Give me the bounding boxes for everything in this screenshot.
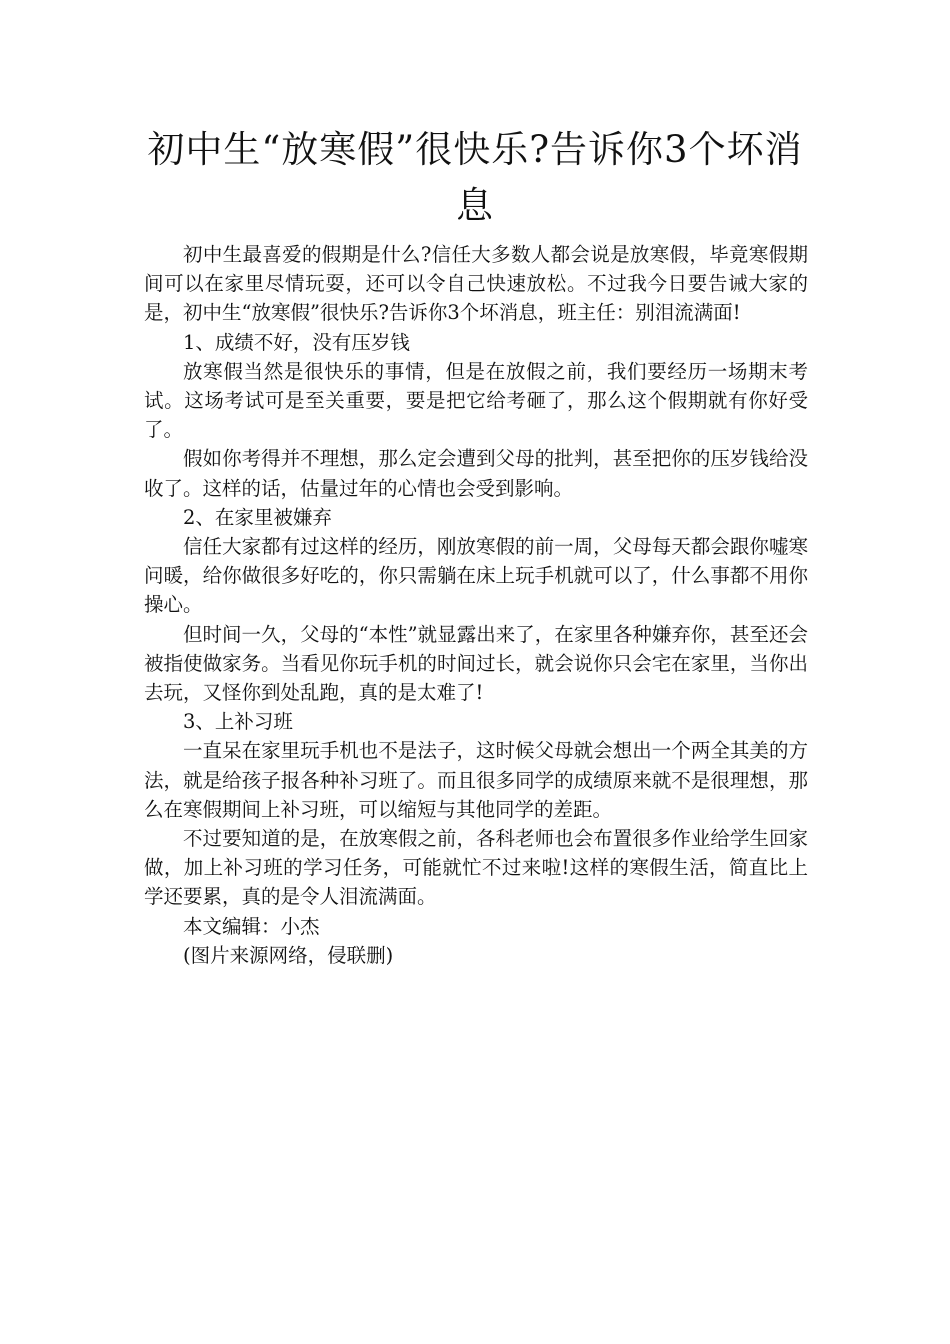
section-heading-3: 3、上补习班: [183, 710, 293, 734]
body-paragraph: 假如你考得并不理想，那么定会遭到父母的批判，甚至把你的压岁钱给没收了。这样的话，估量过年的心情也会受到影响。: [144, 447, 808, 500]
image-source-note: (图片来源网络，侵联删): [183, 943, 394, 967]
body-paragraph: 但时间一久，父母的“本性”就显露出来了，在家里各种嫌弃你，甚至还会被指使做家务。当看见你玩手机的时间过长，就会说你只会宅在家里，当你出去玩，又怪你到处乱跑，真的是太难了!: [144, 622, 808, 705]
editor-credit: 本文编辑：小杰: [183, 914, 320, 938]
body-paragraph: 放寒假当然是很快乐的事情，但是在放假之前，我们要经历一场期末考试。这场考试可是至关重要，要是把它给考砸了，那么这个假期就有你好受了。: [144, 359, 808, 442]
article-body: [144, 240, 808, 970]
intro-paragraph: 初中生最喜爱的假期是什么?信任大多数人都会说是放寒假，毕竟寒假期间可以在家里尽情玩耍，还可以令自己快速放松。不过我今日要告诫大家的是，初中生“放寒假”很快乐?告诉你3个坏消息，班主任：别泪流满面!: [144, 243, 808, 325]
section-heading-2: 2、在家里被嫌弃: [183, 505, 332, 529]
article-title: 初中生“放寒假”很快乐?告诉你3个坏消息: [147, 128, 803, 227]
body-paragraph: 一直呆在家里玩手机也不是法子，这时候父母就会想出一个两全其美的方法，就是给孩子报各种补习班了。而且很多同学的成绩原来就不是很理想，那么在寒假期间上补习班，可以缩短与其他同学的差距。: [144, 739, 808, 821]
body-paragraph: 不过要知道的是，在放寒假之前，各科老师也会布置很多作业给学生回家做，加上补习班的学习任务，可能就忙不过来啦!这样的寒假生活，简直比上学还要累，真的是令人泪流满面。: [144, 827, 808, 909]
section-heading-1: 1、成绩不好，没有压岁钱: [183, 330, 410, 354]
body-paragraph: 信任大家都有过这样的经历，刚放寒假的前一周，父母每天都会跟你嘘寒问暖，给你做很多好吃的，你只需躺在床上玩手机就可以了，什么事都不用你操心。: [144, 535, 808, 617]
